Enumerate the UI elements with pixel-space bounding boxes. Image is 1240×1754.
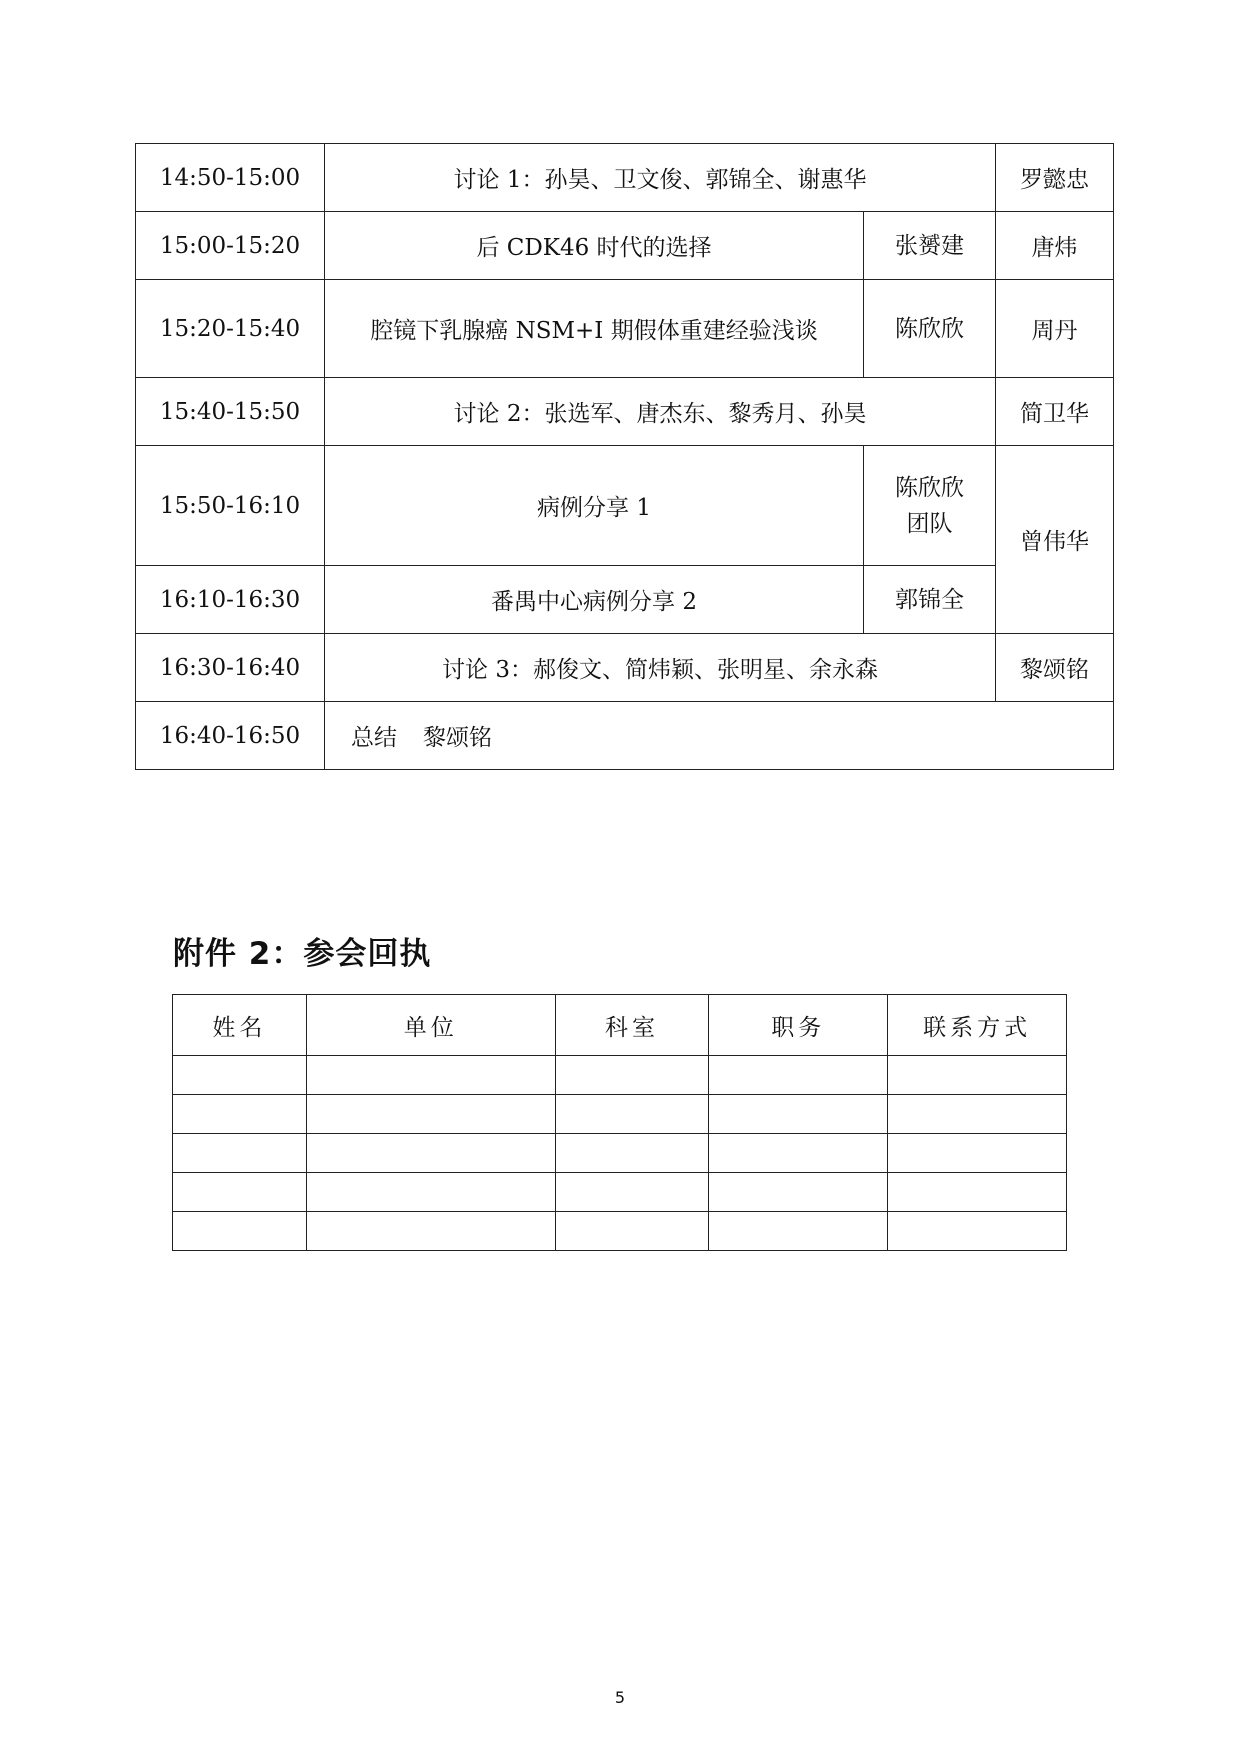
blank-cell — [709, 1056, 888, 1095]
blank-cell — [306, 1212, 555, 1251]
blank-cell — [709, 1173, 888, 1212]
topic-cell: 病例分享 1 — [325, 446, 864, 566]
blank-cell — [888, 1212, 1067, 1251]
blank-cell — [709, 1095, 888, 1134]
time-cell: 15:20-15:40 — [136, 280, 325, 378]
blank-cell — [888, 1056, 1067, 1095]
discussion-cell: 讨论 1：孙昊、卫文俊、郭锦全、谢惠华 — [325, 144, 996, 212]
agenda-row — [136, 212, 1114, 280]
topic-cell: 腔镜下乳腺癌 NSM+I 期假体重建经验浅谈 — [325, 280, 864, 378]
registration-receipt-table — [172, 994, 1067, 1251]
agenda-row — [136, 566, 1114, 634]
time-cell: 16:40-16:50 — [136, 702, 325, 770]
blank-cell — [555, 1056, 709, 1095]
agenda-row — [136, 634, 1114, 702]
chair-cell: 周丹 — [996, 280, 1114, 378]
blank-cell — [173, 1095, 307, 1134]
blank-cell — [709, 1212, 888, 1251]
chair-cell: 唐炜 — [996, 212, 1114, 280]
blank-cell — [306, 1134, 555, 1173]
blank-cell — [173, 1134, 307, 1173]
agenda-table — [135, 143, 1114, 770]
speaker-cell: 陈欣欣 — [864, 280, 996, 378]
discussion-cell: 讨论 3：郝俊文、简炜颖、张明星、余永森 — [325, 634, 996, 702]
blank-cell — [555, 1173, 709, 1212]
speaker-cell: 张赟建 — [864, 212, 996, 280]
receipt-blank-row — [173, 1056, 1067, 1095]
blank-cell — [306, 1056, 555, 1095]
blank-cell — [173, 1212, 307, 1251]
receipt-blank-row — [173, 1173, 1067, 1212]
blank-cell — [306, 1173, 555, 1212]
speaker-line: 陈欣欣 — [895, 474, 964, 501]
receipt-blank-row — [173, 1134, 1067, 1173]
blank-cell — [555, 1212, 709, 1251]
page-number: 5 — [614, 1688, 626, 1707]
time-cell: 16:30-16:40 — [136, 634, 325, 702]
speaker-line: 团队 — [906, 510, 953, 537]
chair-cell: 黎颂铭 — [996, 634, 1114, 702]
topic-cell: 后 CDK46 时代的选择 — [325, 212, 864, 280]
blank-cell — [888, 1095, 1067, 1134]
blank-cell — [173, 1173, 307, 1212]
time-cell: 15:50-16:10 — [136, 446, 325, 566]
blank-cell — [888, 1134, 1067, 1173]
agenda-row — [136, 446, 1114, 566]
blank-cell — [709, 1134, 888, 1173]
speaker-cell — [864, 446, 996, 566]
agenda-row — [136, 702, 1114, 770]
blank-cell — [555, 1134, 709, 1173]
receipt-blank-row — [173, 1095, 1067, 1134]
blank-cell — [173, 1056, 307, 1095]
column-header-name: 姓名 — [173, 995, 307, 1056]
topic-cell: 番禺中心病例分享 2 — [325, 566, 864, 634]
time-cell: 15:00-15:20 — [136, 212, 325, 280]
chair-cell: 罗懿忠 — [996, 144, 1114, 212]
summary-label: 总结 — [351, 725, 397, 751]
agenda-row — [136, 144, 1114, 212]
column-header-position: 职务 — [709, 995, 888, 1056]
column-header-contact: 联系方式 — [888, 995, 1067, 1056]
agenda-row — [136, 378, 1114, 446]
blank-cell — [555, 1095, 709, 1134]
blank-cell — [306, 1095, 555, 1134]
time-cell: 16:10-16:30 — [136, 566, 325, 634]
column-header-department: 科室 — [555, 995, 709, 1056]
discussion-cell: 讨论 2：张选军、唐杰东、黎秀月、孙昊 — [325, 378, 996, 446]
receipt-header-row — [173, 995, 1067, 1056]
time-cell: 14:50-15:00 — [136, 144, 325, 212]
time-cell: 15:40-15:50 — [136, 378, 325, 446]
attachment-heading: 附件 2：参会回执 — [173, 936, 432, 972]
summary-name: 黎颂铭 — [423, 725, 492, 751]
summary-cell — [325, 702, 1114, 770]
speaker-cell: 郭锦全 — [864, 566, 996, 634]
column-header-unit: 单位 — [306, 995, 555, 1056]
receipt-blank-row — [173, 1212, 1067, 1251]
chair-cell: 简卫华 — [996, 378, 1114, 446]
blank-cell — [888, 1173, 1067, 1212]
chair-cell: 曾伟华 — [996, 446, 1114, 634]
agenda-row — [136, 280, 1114, 378]
